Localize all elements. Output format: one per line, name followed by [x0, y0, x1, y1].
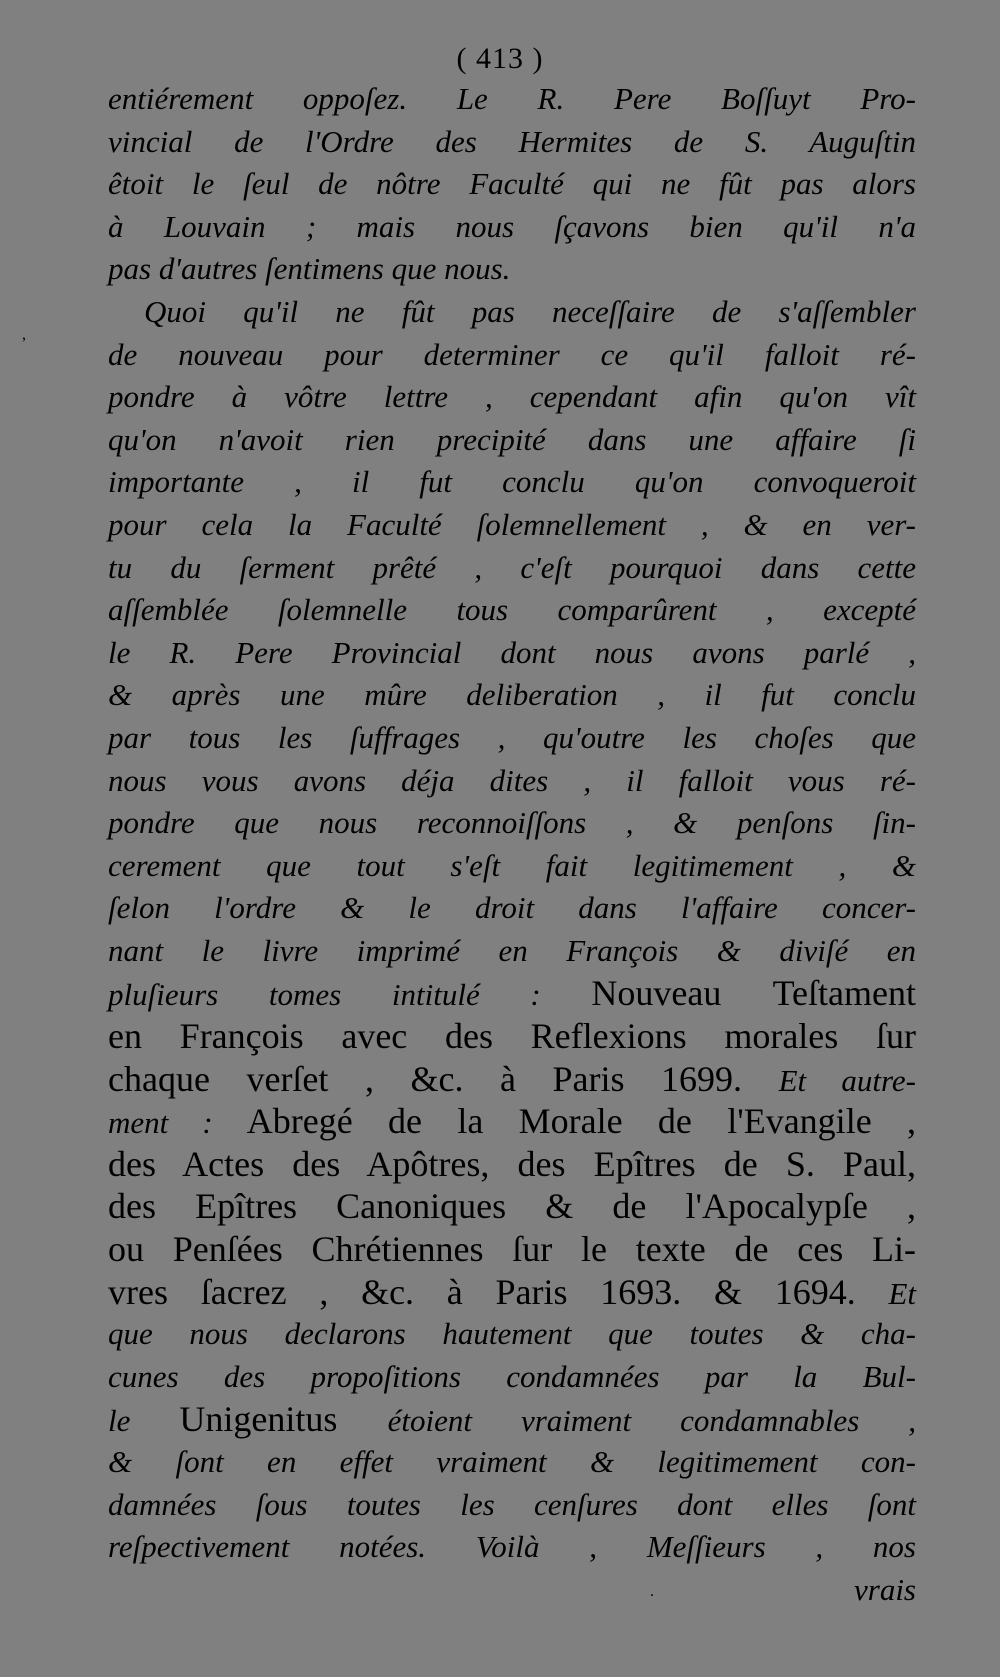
- text-line: [108, 589, 916, 632]
- italic-text: entiérement oppoſez. Le R. Pere Boſſuyt Pro-: [108, 81, 916, 116]
- italic-text: ſelon l'ordre & le droit dans l'affaire concer-: [108, 890, 916, 926]
- text-line: [108, 1143, 916, 1186]
- italic-text: que nous declarons hautement que toutes & cha-: [108, 1316, 916, 1352]
- text-line: [108, 291, 916, 334]
- italic-text: pondre à vôtre lettre , cependant afin qu'on vît: [108, 379, 916, 415]
- text-line: [108, 632, 916, 675]
- italic-text: aſſemblée ſolemnelle tous comparûrent , excepté: [108, 592, 916, 628]
- italic-text: pondre que nous reconnoiſſons , & penſons ſin-: [108, 805, 916, 841]
- body-text: [108, 78, 916, 1611]
- text-line: [108, 802, 916, 845]
- text-line: [108, 1398, 916, 1441]
- italic-text: tu du ſerment prêté , c'eſt pourquoi dans cette: [108, 549, 916, 585]
- italic-text: importante , il fut conclu qu'on convoqueroit: [108, 464, 916, 500]
- text-line: [108, 717, 916, 760]
- italic-text: Et autre-: [778, 1062, 916, 1098]
- italic-text: pas d'autres ſentimens que nous.: [108, 251, 511, 287]
- italic-text: pour cela la Faculté ſolemnellement , & en ver-: [108, 506, 916, 542]
- text-line: [108, 163, 916, 206]
- italic-text: nous vous avons déja dites , il falloit vous ré-: [108, 762, 916, 798]
- italic-text: étoient vraiment condamnables ,: [387, 1403, 917, 1439]
- text-line: [108, 461, 916, 504]
- text-line: [108, 121, 916, 164]
- text-line: [108, 248, 916, 291]
- roman-text: Nouveau Teſtament: [591, 973, 916, 1014]
- italic-text: & après une mûre deliberation , il fut conclu: [108, 677, 916, 713]
- roman-text: chaque verſet , &c. à Paris 1699.: [108, 1058, 779, 1099]
- italic-text: Et: [888, 1275, 916, 1311]
- italic-text: nant le livre imprimé en François & diviſé en: [108, 932, 916, 968]
- italic-text: qu'on n'avoit rien precipité dans une affaire ſi: [108, 421, 916, 457]
- text-line: [108, 1185, 916, 1228]
- roman-text: en François avec des Reflexions morales ſur: [108, 1016, 916, 1057]
- roman-text: des Epîtres Canoniques & de l'Apocalypſe ,: [108, 1186, 916, 1227]
- margin-speck: ,: [22, 326, 26, 343]
- italic-text: vrais: [854, 1571, 916, 1607]
- text-line: [108, 334, 916, 377]
- text-line: [108, 1569, 916, 1612]
- text-line: [108, 1526, 916, 1569]
- roman-text: Abregé de la Morale de l'Evangile ,: [246, 1101, 916, 1142]
- italic-text: par tous les ſuffrages , qu'outre les choſes que: [108, 719, 916, 755]
- text-line: [108, 1484, 916, 1527]
- text-line: [108, 547, 916, 590]
- italic-text: damnées ſous toutes les cenſures dont elles ſont: [108, 1486, 916, 1522]
- text-line: [108, 376, 916, 419]
- italic-text: vincial de l'Ordre des Hermites de S. Auguſtin: [108, 123, 916, 159]
- text-line: [108, 206, 916, 249]
- italic-text: êtoit le ſeul de nôtre Faculté qui ne fût pas alors: [108, 166, 916, 202]
- text-line: [108, 674, 916, 717]
- italic-text: cerement que tout s'eſt fait legitimement , &: [108, 847, 916, 883]
- italic-text: & ſont en effet vraiment & legitimement con-: [108, 1444, 916, 1479]
- italic-text: le: [108, 1403, 180, 1439]
- roman-text: vres ſacrez , &c. à Paris 1693. & 1694.: [108, 1271, 889, 1312]
- text-line: [108, 760, 916, 803]
- italic-text: Quoi qu'il ne fût pas neceſſaire de s'aſſembler: [144, 293, 916, 329]
- text-line: [108, 1441, 916, 1484]
- text-line: [108, 419, 916, 462]
- text-line: [108, 1271, 916, 1314]
- text-line: [108, 1228, 916, 1271]
- text-line: [108, 1313, 916, 1356]
- page-number: ( 413 ): [456, 42, 544, 75]
- text-line: [108, 845, 916, 888]
- text-line: [108, 78, 916, 121]
- italic-text: ment :: [108, 1105, 247, 1141]
- text-line: [108, 504, 916, 547]
- italic-text: à Louvain ; mais nous ſçavons bien qu'il n'a: [108, 208, 916, 244]
- roman-text: Unigenitus: [179, 1399, 388, 1440]
- italic-text: pluſieurs tomes intitulé :: [108, 977, 592, 1013]
- roman-text: des Actes des Apôtres, des Epîtres de S. Paul,: [108, 1143, 916, 1184]
- italic-text: cunes des propoſitions condamnées par la Bul-: [108, 1358, 916, 1394]
- italic-text: reſpectivement notées. Voilà , Meſſieurs , nos: [108, 1529, 916, 1565]
- text-line: [108, 1356, 916, 1399]
- text-line: [108, 887, 916, 930]
- text-line: [108, 930, 916, 973]
- margin-speck: .: [650, 1583, 654, 1600]
- roman-text: ou Penſées Chrétiennes ſur le texte de ces Li-: [108, 1229, 916, 1270]
- text-line: [108, 972, 916, 1015]
- text-line: [108, 1058, 916, 1101]
- italic-text: de nouveau pour determiner ce qu'il falloit ré-: [108, 336, 916, 372]
- italic-text: le R. Pere Provincial dont nous avons parlé ,: [108, 634, 916, 670]
- text-line: [108, 1100, 916, 1143]
- text-line: [108, 1015, 916, 1058]
